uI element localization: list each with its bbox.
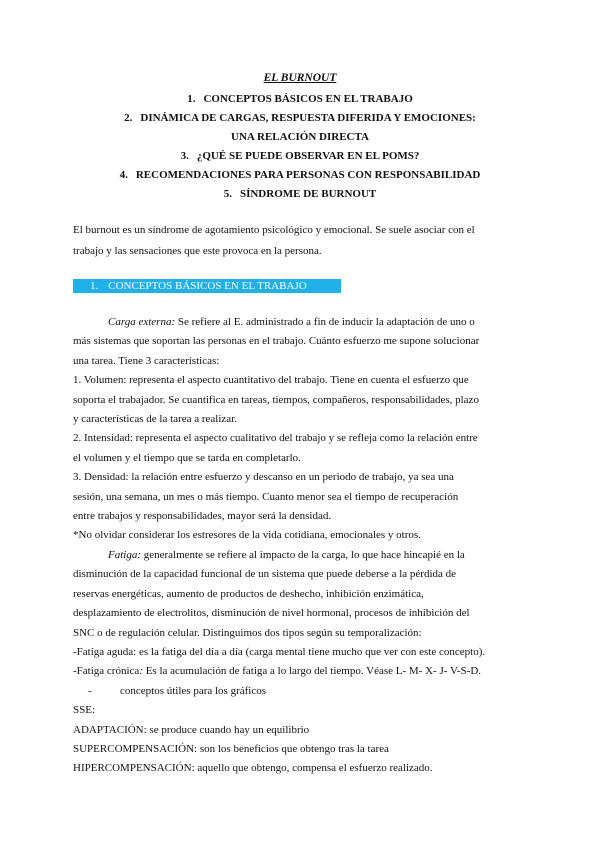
line-text: Se refiere al E. administrado a fin de inducir la adaptación de uno o bbox=[175, 316, 475, 328]
paragraph-line: una tarea. Tiene 3 características: bbox=[73, 354, 220, 367]
section-title: CONCEPTOS BÁSICOS EN EL TRABAJO bbox=[108, 280, 307, 292]
paragraph-line: más sistemas que soportan las personas en el trabajo. Cuánto esfuerzo me supone solucionar bbox=[73, 335, 480, 348]
bullet-item bbox=[73, 682, 543, 701]
toc-number: 4. bbox=[119, 169, 128, 181]
table-of-contents bbox=[0, 90, 600, 204]
term-fatiga: Fatiga: bbox=[108, 548, 141, 561]
intro-line: El burnout es un síndrome de agotamiento psicológico y emocional. Se suele asociar con el bbox=[73, 224, 475, 236]
paragraph-line bbox=[73, 546, 543, 565]
line-text: Es la acumulación de fatiga a lo largo del tiempo. Véase L- M- X- J- V-S-D. bbox=[142, 665, 482, 678]
toc-item bbox=[0, 90, 600, 109]
paragraph-line: disminución de la capacidad funcional de un sistema que puede deberse a la pérdida de bbox=[73, 568, 457, 581]
toc-text: CONCEPTOS BÁSICOS EN EL TRABAJO bbox=[203, 93, 413, 105]
bullet-text: conceptos útiles para los gráficos bbox=[120, 684, 267, 697]
toc-text: DINÁMICA DE CARGAS, RESPUESTA DIFERIDA Y EMOCIONES: bbox=[140, 112, 476, 124]
document-title: EL BURNOUT bbox=[263, 72, 337, 84]
paragraph-line: reservas energéticas, aumento de productos de deshecho, inhibición enzimática, bbox=[73, 587, 424, 600]
colon: : bbox=[139, 665, 143, 678]
toc-number: 1. bbox=[187, 93, 196, 105]
paragraph-line: desplazamiento de electrolitos, disminución de nivel hormonal, procesos de inhibición del bbox=[73, 607, 470, 620]
toc-number: 3. bbox=[180, 150, 189, 162]
section-number: 1. bbox=[90, 280, 99, 292]
paragraph-line: 1. Volumen: representa el aspecto cuantitativo del trabajo. Tiene en cuenta el esfuerzo que bbox=[73, 374, 469, 387]
line-text: -Fatiga crónica bbox=[73, 665, 140, 678]
paragraph-line: sesión, una semana, un mes o más tiempo. Cuanto menor sea el tiempo de recuperación bbox=[73, 490, 459, 503]
toc-item-continuation bbox=[0, 128, 600, 147]
sse-heading: SSE: bbox=[73, 704, 96, 717]
paragraph-line: 3. Densidad: la relación entre esfuerzo y descanso en un periodo de trabajo, ya sea una bbox=[73, 471, 454, 484]
paragraph-line: soporta el trabajador. Se cuantifica en tareas, tiempos, compañeros, responsabilidades, plazo bbox=[73, 393, 479, 406]
toc-text: ¿QUÉ SE PUEDE OBSERVAR EN EL POMS? bbox=[196, 150, 420, 162]
bullet-dash: - bbox=[88, 684, 92, 697]
toc-number: 2. bbox=[124, 112, 133, 124]
intro-line: trabajo y las sensaciones que este provoca en la persona. bbox=[73, 245, 322, 257]
toc-number: 5. bbox=[223, 188, 232, 200]
body-text bbox=[73, 313, 543, 779]
sse-line: ADAPTACIÓN: se produce cuando hay un equilibrio bbox=[73, 723, 310, 736]
toc-text: RECOMENDACIONES PARA PERSONAS CON RESPONSABILIDAD bbox=[135, 169, 481, 181]
paragraph-line: 2. Intensidad: representa el aspecto cualitativo del trabajo y se refleja como la relación entre bbox=[73, 432, 478, 445]
paragraph-line: y características de la tarea a realizar. bbox=[73, 413, 237, 426]
paragraph-line: *No olvidar considerar los estresores de la vida cotidiana, emocionales y otros. bbox=[73, 529, 421, 542]
sse-line: HIPERCOMPENSACIÓN: aquello que obtengo, compensa el esfuerzo realizado. bbox=[73, 762, 433, 775]
sse-line: SUPERCOMPENSACIÓN: son los beneficios que obtengo tras la tarea bbox=[73, 742, 389, 755]
toc-text: UNA RELACIÓN DIRECTA bbox=[231, 131, 369, 143]
paragraph-line bbox=[73, 662, 543, 681]
toc-item bbox=[0, 147, 600, 166]
paragraph-line bbox=[73, 313, 543, 332]
section-heading bbox=[73, 279, 341, 293]
toc-text: SÍNDROME DE BURNOUT bbox=[239, 188, 377, 200]
paragraph-line: entre trabajos y responsabilidades, mayor será la densidad. bbox=[73, 510, 332, 523]
intro-paragraph bbox=[73, 220, 533, 262]
toc-item bbox=[0, 166, 600, 185]
paragraph-line: el volumen y el tiempo que se tarda en completarlo. bbox=[73, 451, 301, 464]
toc-item bbox=[0, 109, 600, 128]
toc-item bbox=[0, 185, 600, 204]
term-carga-externa: Carga externa: bbox=[108, 316, 176, 328]
line-text: generalmente se refiere al impacto de la carga, lo que hace hincapié en la bbox=[141, 548, 465, 561]
paragraph-line: -Fatiga aguda: es la fatiga del día a día (carga mental tiene mucho que ver con este concepto). bbox=[73, 645, 486, 658]
paragraph-line: SNC o de regulación celular. Distinguimos dos tipos según su temporalización: bbox=[73, 626, 422, 639]
